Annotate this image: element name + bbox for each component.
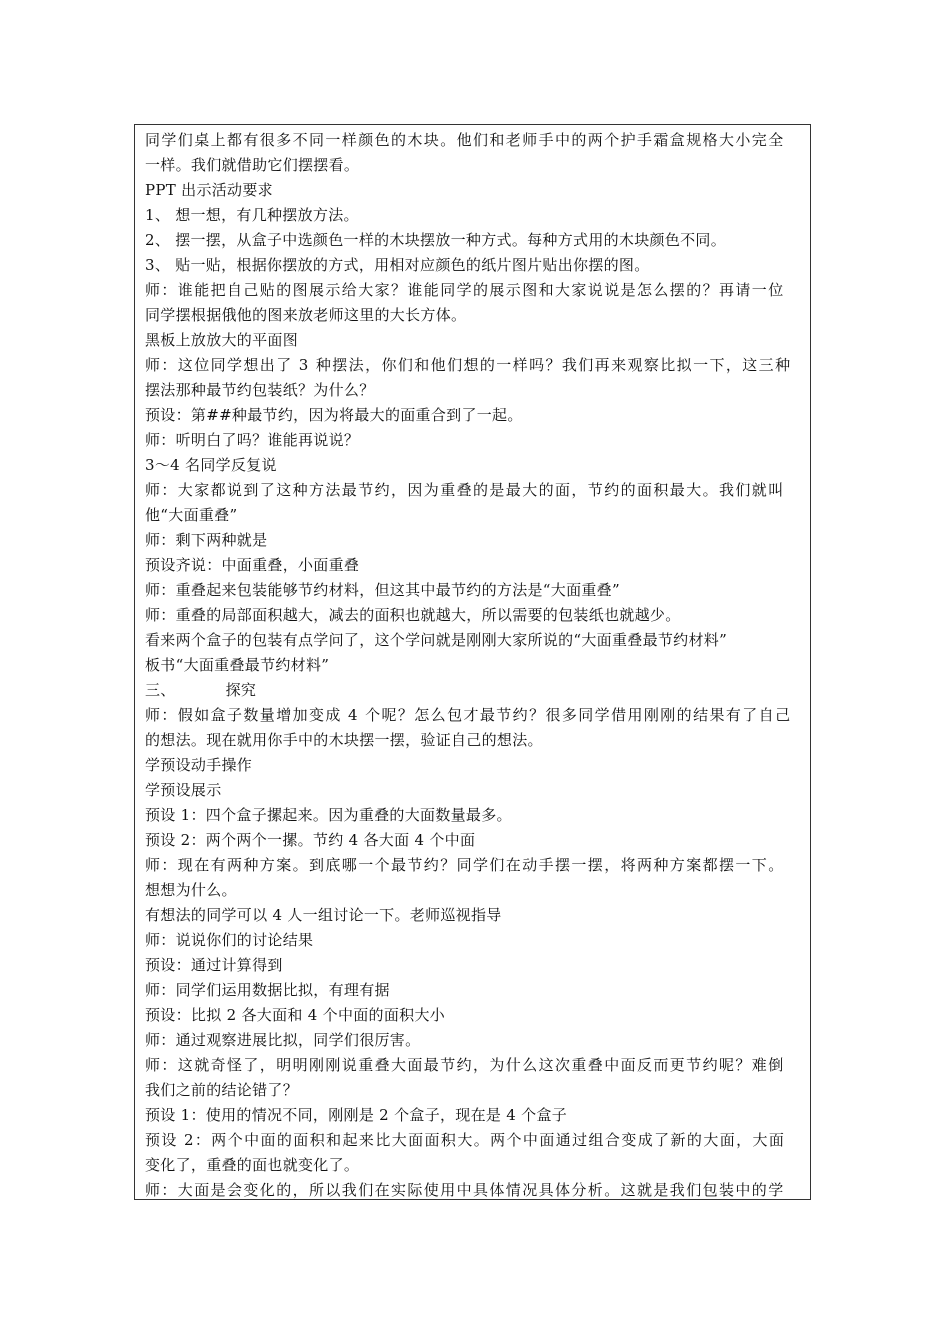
text-line: 想想为什么。 [145,881,237,899]
text-line: 预设 2：两个两个一摞。节约 4 各大面 4 个中面 [145,831,476,849]
lesson-plan-text [145,128,805,1203]
text-line: 我们之前的结论错了？ [145,1081,299,1099]
text-line: 3、 贴一贴，根据你摆放的方式，用相对应颜色的纸片图片贴出你摆的图。 [145,256,650,274]
section-heading [145,678,805,703]
text-line: 师：谁能把自己贴的图展示给大家？谁能同学的展示图和大家说说是怎么摆的？再请一位 [145,281,785,299]
section-title: 探究 [225,681,257,699]
text-line: 师：大面是会变化的，所以我们在实际使用中具体情况具体分析。这就是我们包装中的学 [145,1181,785,1199]
text-line: 预设 1：四个盒子摞起来。因为重叠的大面数量最多。 [145,806,512,824]
text-line: 他“大面重叠” [145,506,238,524]
text-line: 预设：比拟 2 各大面和 4 个中面的面积大小 [145,1006,446,1024]
text-line: 师：假如盒子数量增加变成 4 个呢？怎么包才最节约？很多同学借用刚刚的结果有了自己 [145,706,792,724]
text-line: 师：重叠的局部面积越大，减去的面积也就越大，所以需要的包装纸也就越少。 [145,606,681,624]
text-line: 同学们桌上都有很多不同一样颜色的木块。他们和老师手中的两个护手霜盒规格大小完全 [145,131,785,149]
text-line: 看来两个盒子的包装有点学问了，这个学问就是刚刚大家所说的“大面重叠最节约材料” [145,631,728,649]
text-line: 黑板上放放大的平面图 [145,331,299,349]
text-line: 学预设展示 [145,781,222,799]
text-line: 3～4 名同学反复说 [145,456,277,474]
text-line: 师：同学们运用数据比拟，有理有据 [145,981,390,999]
text-line: 预设齐说：中面重叠，小面重叠 [145,556,360,574]
text-line: 同学摆根据俄他的图来放老师这里的大长方体。 [145,306,467,324]
text-line: 一样。我们就借助它们摆摆看。 [145,156,360,174]
text-line: 师：现在有两种方案。到底哪一个最节约？同学们在动手摆一摆，将两种方案都摆一下。 [145,856,785,874]
text-line: 师：重叠起来包装能够节约材料，但这其中最节约的方法是“大面重叠” [145,581,620,599]
text-line: 学预设动手操作 [145,756,253,774]
text-line: 预设：第##种最节约，因为将最大的面重合到了一起。 [145,406,523,424]
text-line: 预设 2：两个中面的面积和起来比大面面积大。两个中面通过组合变成了新的大面，大面 [145,1131,786,1149]
text-line: 2、 摆一摆，从盒子中选颜色一样的木块摆放一种方式。每种方式用的木块颜色不同。 [145,231,727,249]
text-line: 师：通过观察进展比拟，同学们很厉害。 [145,1031,421,1049]
text-line: 1、 想一想，有几种摆放方法。 [145,206,359,224]
text-line: 师：说说你们的讨论结果 [145,931,314,949]
text-line: 板书“大面重叠最节约材料” [145,656,330,674]
text-line: 的想法。现在就用你手中的木块摆一摆，验证自己的想法。 [145,731,543,749]
text-line: 有想法的同学可以 4 人一组讨论一下。老师巡视指导 [145,906,502,924]
text-line: PPT 出示活动要求 [145,181,273,199]
text-line: 师：这位同学想出了 3 种摆法，你们和他们想的一样吗？我们再来观察比拟一下，这三种 [145,356,792,374]
text-line: 变化了，重叠的面也就变化了。 [145,1156,360,1174]
text-line: 摆法那种最节约包装纸？为什么？ [145,381,375,399]
text-line: 师：这就奇怪了，明明刚刚说重叠大面最节约，为什么这次重叠中面反而更节约呢？难倒 [145,1056,785,1074]
text-line: 师：听明白了吗？谁能再说说？ [145,431,360,449]
text-line: 师：大家都说到了这种方法最节约，因为重叠的是最大的面，节约的面积最大。我们就叫 [145,481,785,499]
section-number: 三、 [145,681,176,699]
text-line: 师：剩下两种就是 [145,531,268,549]
text-line: 预设 1：使用的情况不同，刚刚是 2 个盒子，现在是 4 个盒子 [145,1106,568,1124]
text-line: 预设：通过计算得到 [145,956,283,974]
